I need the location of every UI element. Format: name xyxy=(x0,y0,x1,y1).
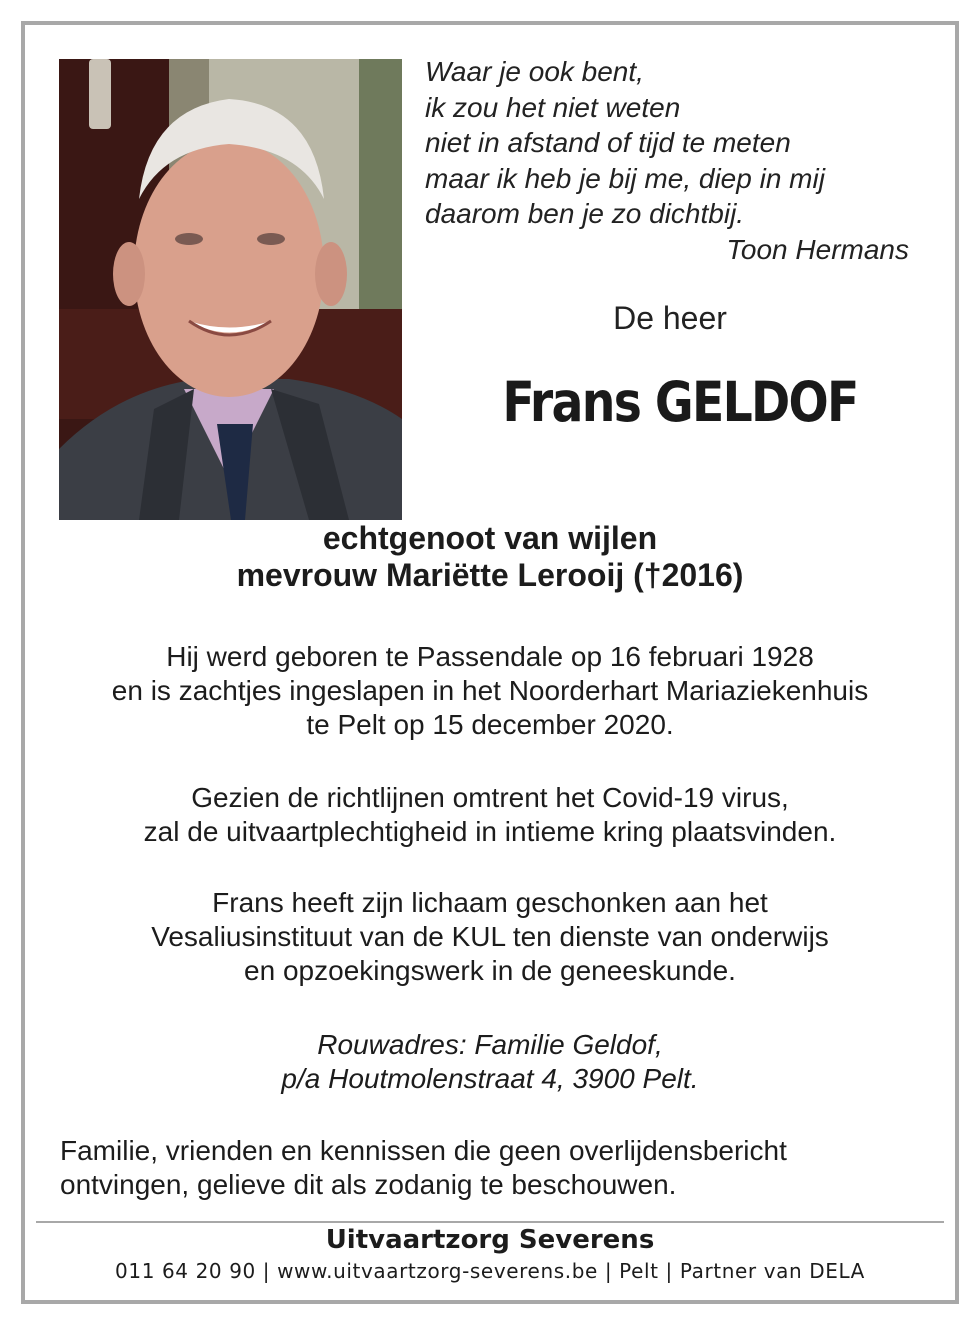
birth-paragraph xyxy=(0,640,980,742)
poem-line: niet in afstand of tijd te meten xyxy=(425,127,791,158)
title-prefix: De heer xyxy=(613,300,727,336)
funeral-home-name: Uitvaartzorg Severens xyxy=(325,1225,655,1255)
poem-author: Toon Hermans xyxy=(726,233,909,265)
footer-divider xyxy=(36,1221,944,1223)
donation-paragraph xyxy=(0,886,980,988)
poem-line: ik zou het niet weten xyxy=(425,91,681,123)
funeral-home-contact: 011 64 20 90 | www.uitvaartzorg-severens.be | Pelt | Partner van DELA xyxy=(115,1259,865,1283)
paragraph-line: en is zachtjes ingeslapen in het Noorderhart Mariaziekenhuis xyxy=(111,675,869,706)
spouse-line: echtgenoot van wijlen xyxy=(322,520,658,556)
covid-paragraph xyxy=(0,781,980,849)
paragraph-line: Gezien de richtlijnen omtrent het Covid-19 virus, xyxy=(191,782,789,813)
address-line: p/a Houtmolenstraat 4, 3900 Pelt. xyxy=(281,1063,699,1094)
deceased-name: Frans GELDOF xyxy=(502,370,858,434)
poem-line: maar ik heb je bij me, diep in mij xyxy=(425,162,825,194)
poem xyxy=(425,54,915,267)
portrait-illustration xyxy=(59,59,402,520)
paragraph-line: te Pelt op 15 december 2020. xyxy=(306,709,674,740)
notice-line: Familie, vrienden en kennissen die geen overlijdensbericht xyxy=(60,1135,787,1166)
notice-line: ontvingen, gelieve dit als zodanig te beschouwen. xyxy=(60,1169,677,1200)
address-line: Rouwadres: Familie Geldof, xyxy=(317,1029,663,1060)
paragraph-line: zal de uitvaartplechtigheid in intieme kring plaatsvinden. xyxy=(143,816,837,847)
poem-line: Waar je ook bent, xyxy=(425,56,644,87)
spouse-info xyxy=(0,520,980,594)
paragraph-line: en opzoekingswerk in de geneeskunde. xyxy=(244,955,736,986)
portrait-photo xyxy=(59,59,402,520)
paragraph-line: Frans heeft zijn lichaam geschonken aan het xyxy=(212,887,768,918)
spouse-line: mevrouw Mariëtte Lerooij (†2016) xyxy=(236,557,744,593)
paragraph-line: Hij werd geboren te Passendale op 16 februari 1928 xyxy=(166,641,814,672)
notice-paragraph xyxy=(60,1134,940,1202)
paragraph-line: Vesaliusinstituut van de KUL ten dienste van onderwijs xyxy=(151,921,829,952)
mourning-address xyxy=(0,1028,980,1096)
poem-line: daarom ben je zo dichtbij. xyxy=(425,198,745,229)
